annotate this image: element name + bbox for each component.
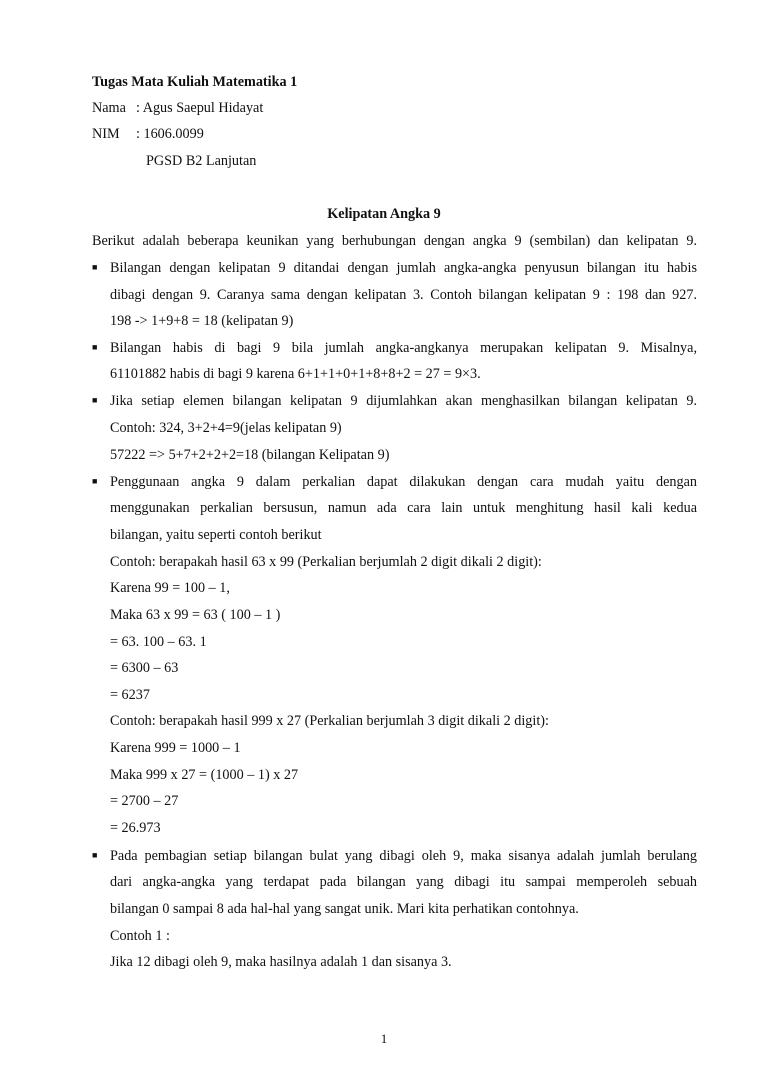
page-title: Kelipatan Angka 9 (327, 206, 441, 222)
b4-line-11: Karena 999 = 1000 – 1 (110, 740, 241, 756)
b1-line-2: dibagi dengan 9. Caranya sama dengan kelipatan 3. Contoh bilangan kelipatan 9 : 198 dan 927. (110, 287, 697, 303)
nim-label: NIM (92, 126, 120, 142)
bullet-icon: ■ (92, 395, 98, 405)
page-number: 1 (380, 1031, 388, 1046)
bullet-icon: ■ (92, 476, 98, 486)
b5-line-5: Jika 12 dibagi oleh 9, maka hasilnya adalah 1 dan sisanya 3. (110, 954, 452, 970)
b4-line-8: = 6300 – 63 (110, 660, 179, 676)
bullet-icon: ■ (92, 850, 98, 860)
b5-line-3: bilangan 0 sampai 8 ada hal-hal yang sangat unik. Mari kita perhatikan contohnya. (110, 901, 579, 917)
b5-line-1: Pada pembagian setiap bilangan bulat yang dibagi oleh 9, maka sisanya adalah jumlah berulang (110, 848, 697, 864)
name-row (92, 100, 263, 117)
b3-line-1: Jika setiap elemen bilangan kelipatan 9 dijumlahkan akan menghasilkan bilangan kelipatan 9. (110, 393, 697, 409)
b4-line-10: Contoh: berapakah hasil 999 x 27 (Perkalian berjumlah 3 digit dikali 2 digit): (110, 713, 549, 729)
b2-line-1: Bilangan habis di bagi 9 bila jumlah angka-angkanya merupakan kelipatan 9. Misalnya, (110, 340, 697, 356)
b4-line-12: Maka 999 x 27 = (1000 – 1) x 27 (110, 767, 299, 783)
nim-value: : 1606.0099 (136, 126, 204, 142)
b5-line-2: dari angka-angka yang terdapat pada bilangan yang dibagi itu sampai memperoleh sebuah (110, 874, 697, 890)
b4-line-4: Contoh: berapakah hasil 63 x 99 (Perkalian berjumlah 2 digit dikali 2 digit): (110, 554, 542, 570)
b4-line-13: = 2700 – 27 (110, 793, 179, 809)
b4-line-5: Karena 99 = 100 – 1, (110, 580, 230, 596)
intro-text: Berikut adalah beberapa keunikan yang berhubungan dengan angka 9 (sembilan) dan kelipatan 9. (92, 233, 697, 249)
nim-row (92, 126, 204, 143)
name-label: Nama (92, 100, 126, 116)
b4-line-14: = 26.973 (110, 820, 161, 836)
b4-line-2: menggunakan perkalian bersusun, namun ada cara lain untuk menghitung hasil kali kedua (110, 500, 697, 516)
class-value: PGSD B2 Lanjutan (146, 153, 257, 169)
b3-line-3: 57222 => 5+7+2+2+2=18 (bilangan Kelipatan 9) (110, 447, 390, 463)
b3-line-2: Contoh: 324, 3+2+4=9(jelas kelipatan 9) (110, 420, 342, 436)
b1-line-3: 198 -> 1+9+8 = 18 (kelipatan 9) (110, 313, 294, 329)
b4-line-7: = 63. 100 – 63. 1 (110, 634, 207, 650)
b5-line-4: Contoh 1 : (110, 928, 170, 944)
b4-line-6: Maka 63 x 99 = 63 ( 100 – 1 ) (110, 607, 281, 623)
bullet-icon: ■ (92, 262, 98, 272)
bullet-icon: ■ (92, 342, 98, 352)
course-title: Tugas Mata Kuliah Matematika 1 (92, 74, 298, 90)
b4-line-3: bilangan, yaitu seperti contoh berikut (110, 527, 322, 543)
b4-line-9: = 6237 (110, 687, 150, 703)
name-value: : Agus Saepul Hidayat (136, 100, 264, 116)
b2-line-2: 61101882 habis di bagi 9 karena 6+1+1+0+1+8+8+2 = 27 = 9×3. (110, 366, 481, 382)
b1-line-1: Bilangan dengan kelipatan 9 ditandai dengan jumlah angka-angka penyusun bilangan itu habis (110, 260, 697, 276)
b4-line-1: Penggunaan angka 9 dalam perkalian dapat dilakukan dengan cara mudah yaitu dengan (110, 474, 697, 490)
